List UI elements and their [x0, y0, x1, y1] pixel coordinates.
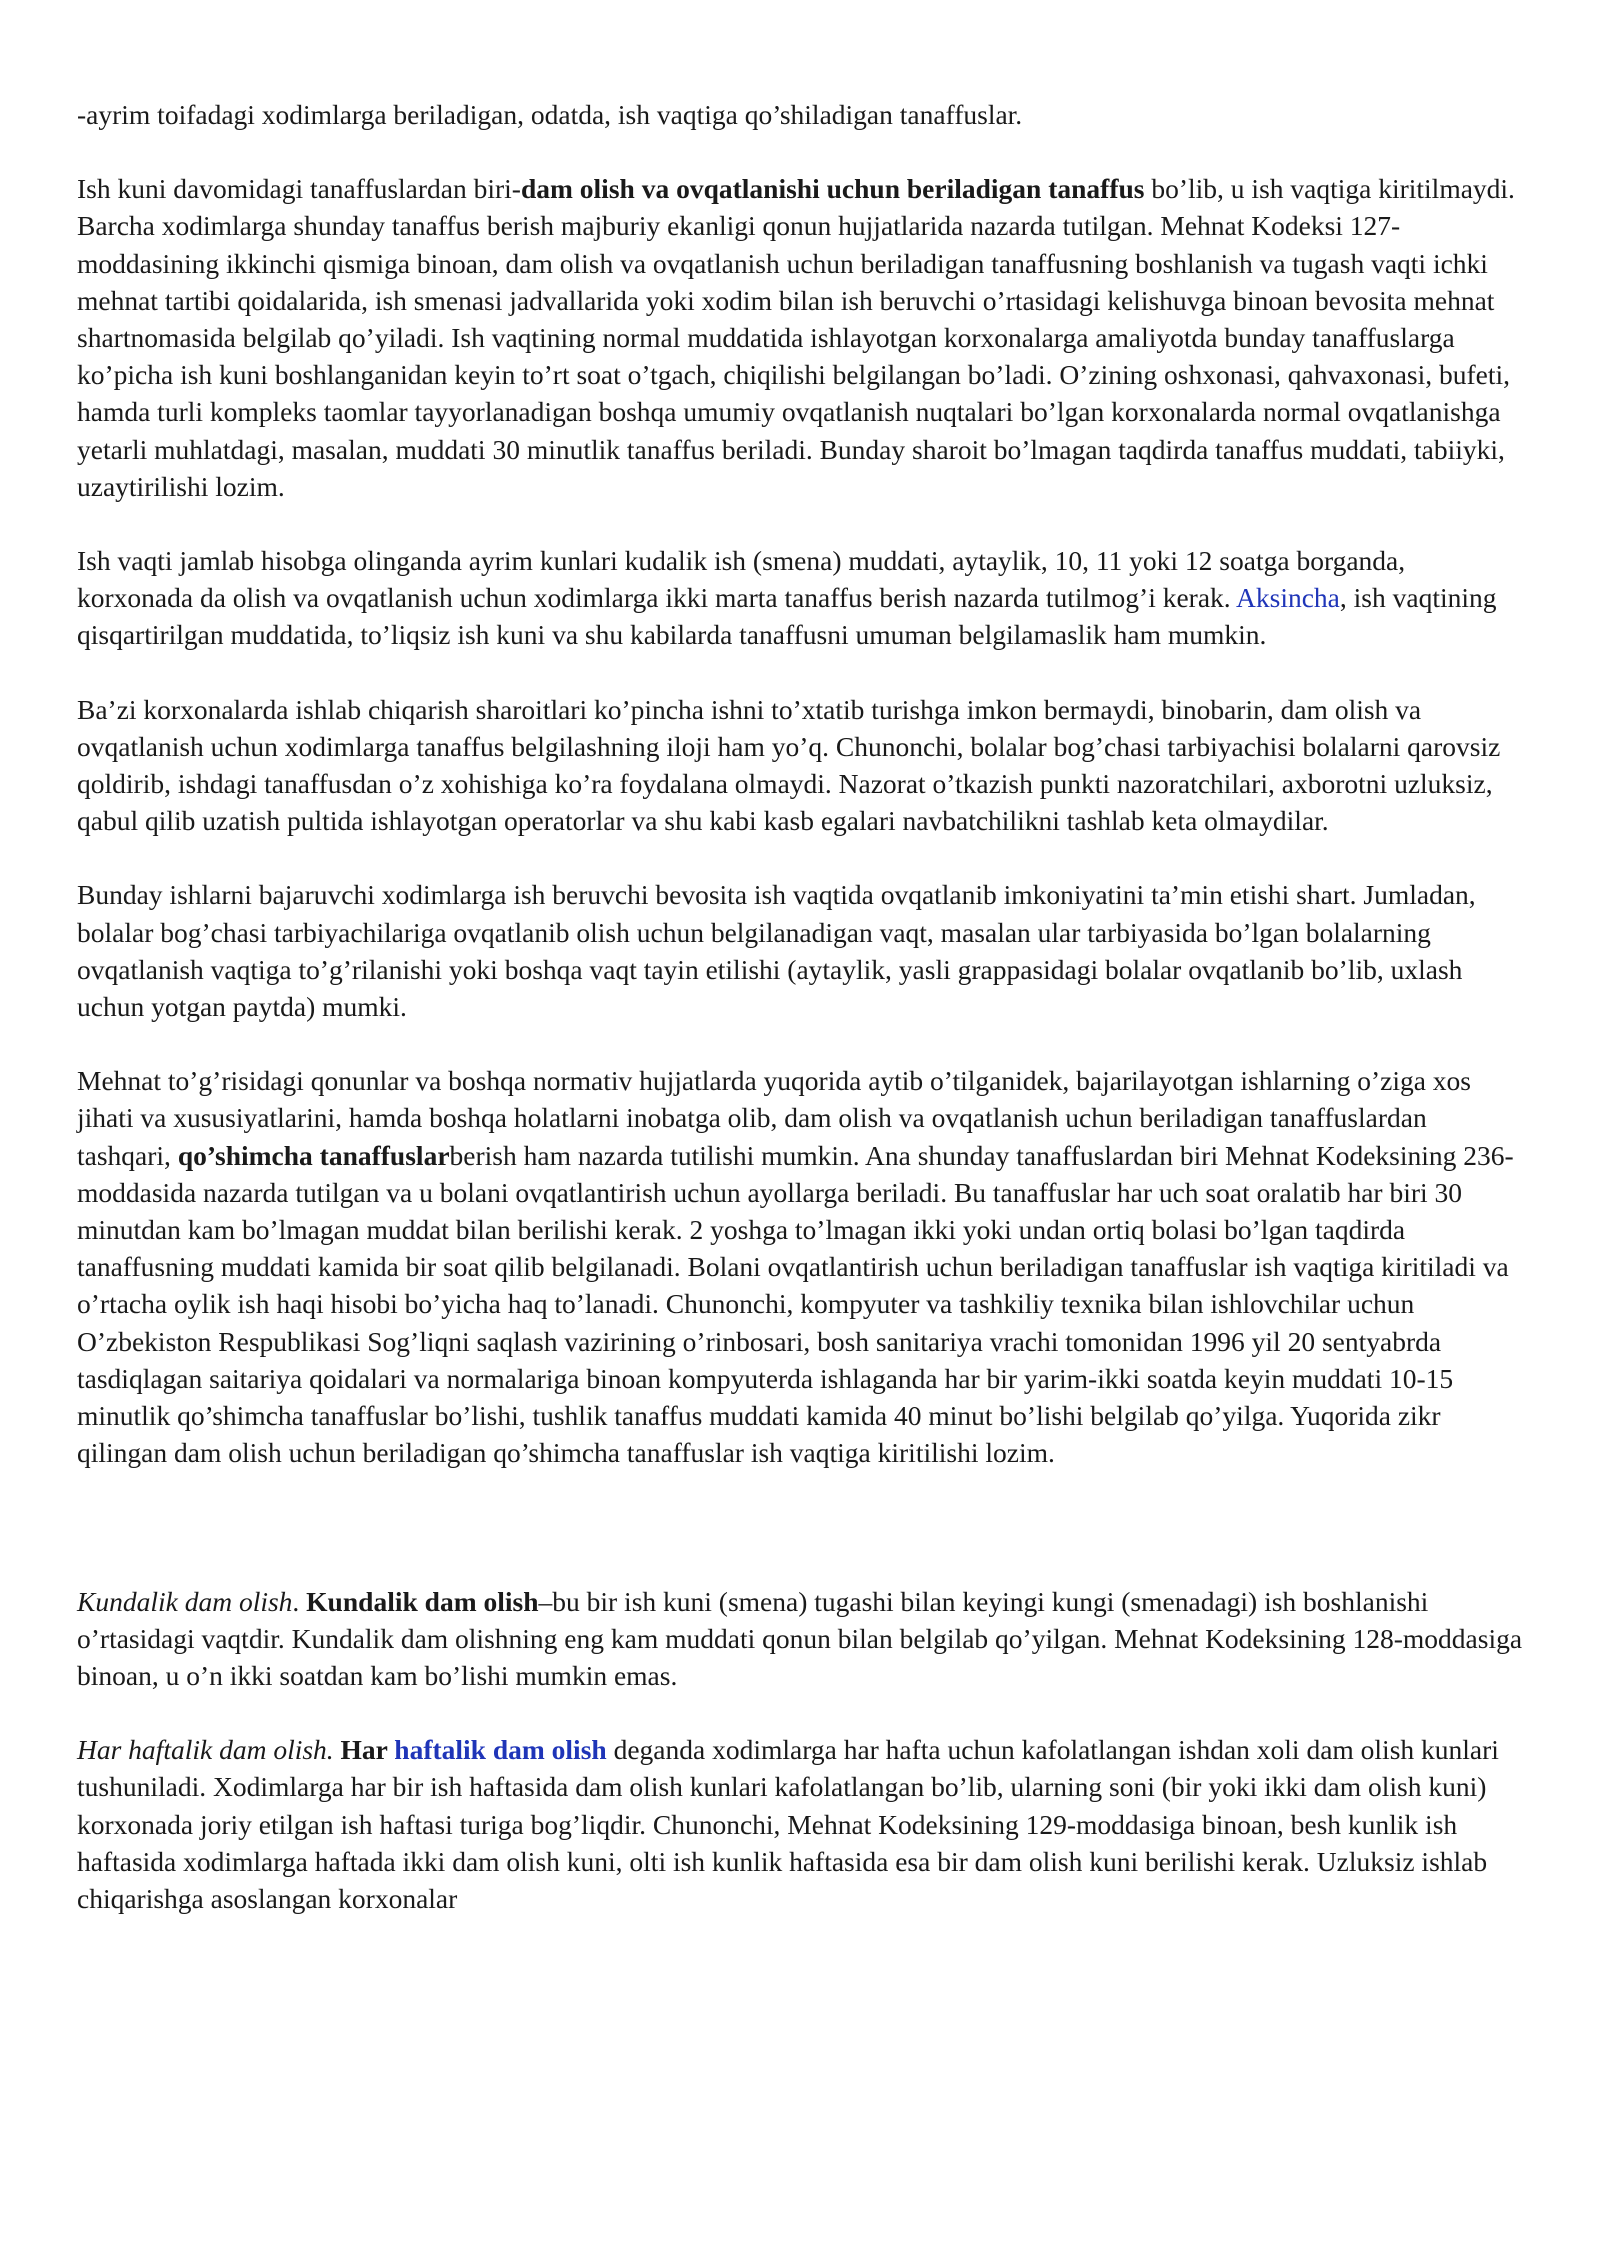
- term-bold: Har: [333, 1734, 395, 1766]
- term-bold: dam olish va ovqatlanishi uchun beriladigan tanaffus: [520, 173, 1145, 205]
- document-page: [77, 96, 1527, 1954]
- term-bold: Kundalik dam olish: [306, 1585, 539, 1617]
- haftalik-dam-olish-link[interactable]: haftalik dam olish: [394, 1734, 607, 1766]
- term-bold: qo’shimcha tanaffuslar: [177, 1139, 450, 1171]
- section-heading-italic: Kundalik dam olish: [77, 1585, 293, 1617]
- paragraph-6: Mehnat to’g’risidagi qonunlar va boshqa normativ hujjatlarda yuqorida aytib o’tilganidek, bajarilayotgan ishlarning o’ziga xos jihati va xususiyatlarini, hamda boshqa holatlarni inobatga olib, dam olish va ovqatlanish uchun beriladigan tanaffuslardan tashqari, qo’shimcha tanaffuslarberish ham nazarda tutilishi mumkin. Ana shunday tanaffuslardan biri Mehnat Kodeksining 236-moddasida nazarda tutilgan va u bolani ovqatlantirish uchun ayollarga beriladi. Bu tanaffuslar har uch soat oralatib har biri 30 minutdan kam bo’lmagan muddat bilan berilishi kerak. 2 yoshga to’lmagan ikki yoki undan ortiq bolasi bo’lgan taqdirda tanaffusning muddati kamida bir soat qilib belgilanadi. Bolani ovqatlantirish uchun beriladigan tanaffuslar ish vaqtiga kiritiladi va o’rtacha oylik ish haqi hisobi bo’yicha haq to’lanadi. Chunonchi, kompyuter va tashkiliy texnika bilan ishlovchilar uchun O’zbekiston Respublikasi Sog’liqni saqlash vazirining o’rinbosari, bosh sanitariya vrachi tomonidan 1996 yil 20 sentyabrda tasdiqlagan saitariya qoidalari va normalariga binoan kompyuterda ishlaganda har bir yarim-ikki soatda keyin muddati 10-15 minutlik qo’shimcha tanaffuslar bo’lishi, tushlik tanaffus muddati kamida 40 minut bo’lishi belgilab qo’yilga. Yuqorida zikr qilingan dam olish uchun beriladigan qo’shimcha tanaffuslar ish vaqtiga kiritilishi lozim.: [77, 1065, 1514, 1469]
- section-heading-italic: Har haftalik dam olish.: [77, 1734, 334, 1766]
- paragraph-5: Bunday ishlarni bajaruvchi xodimlarga ish beruvchi bevosita ish vaqtida ovqatlanib imkoniyatini ta’min etishi shart. Jumladan, bolalar bog’chasi tarbiyachilariga ovqatlanib olish uchun belgilanadigan vaqt, masalan ular tarbiyasida bo’lgan bolalarning ovqatlanish vaqtiga to’g’rilanishi yoki boshqa vaqt tayin etilishi (aytaylik, yasli grappasidagi bolalar ovqatlanib bo’lib, uxlash uchun yotgan paytda) mumki.: [77, 879, 1476, 1023]
- paragraph-7: Kundalik dam olish. Kundalik dam olish–bu bir ish kuni (smena) tugashi bilan keyingi kungi (smenadagi) ish boshlanishi o’rtasidagi vaqtdir. Kundalik dam olishning eng kam muddati qonun bilan belgilab qo’yilgan. Mehnat Kodeksining 128-moddasiga binoan, u o’n ikki soatdan kam bo’lishi mumkin emas.: [77, 1585, 1523, 1691]
- paragraph-4: Ba’zi korxonalarda ishlab chiqarish sharoitlari ko’pincha ishni to’xtatib turishga imkon bermaydi, binobarin, dam olish va ovqatlanish uchun xodimlarga tanaffus belgilashning iloji ham yo’q. Chunonchi, bolalar bog’chasi tarbiyachisi bolalarni qarovsiz qoldirib, ishdagi tanaffusdan o’z xohishiga ko’ra foydalana olmaydi. Nazorat o’tkazish punkti nazoratchilari, axborotni uzluksiz, qabul qilib uzatish pultida ishlayotgan operatorlar va shu kabi kasb egalari navbatchilikni tashlab keta olmaydilar.: [77, 693, 1501, 837]
- paragraph-8: Har haftalik dam olish. Har haftalik dam olish deganda xodimlarga har hafta uchun kafolatlangan ishdan xoli dam olish kunlari tushuniladi. Xodimlarga har bir ish haftasida dam olish kunlari kafolatlangan bo’lib, ularning soni (bir yoki ikki dam olish kuni) korxonada joriy etilgan ish haftasi turiga bog’liqdir. Chunonchi, Mehnat Kodeksining 129-moddasiga binoan, besh kunlik ish haftasida xodimlarga haftada ikki dam olish kuni, olti ish kunlik haftasida esa bir dam olish kuni berilishi kerak. Uzluksiz ishlab chiqarishga asoslangan korxonalar: [77, 1734, 1499, 1914]
- paragraph-2: Ish kuni davomidagi tanaffuslardan biri-dam olish va ovqatlanishi uchun beriladigan tanaffus bo’lib, u ish vaqtiga kiritilmaydi. Barcha xodimlarga shunday tanaffus berish majburiy ekanligi qonun hujjatlarida nazarda tutilgan. Mehnat Kodeksi 127-moddasining ikkinchi qismiga binoan, dam olish va ovqatlanish uchun beriladigan tanaffusning boshlanish va tugash vaqti ichki mehnat tartibi qoidalarida, ish smenasi jadvallarida yoki xodim bilan ish beruvchi o’rtasidagi kelishuvga binoan bevosita mehnat shartnomasida belgilab qo’yiladi. Ish vaqtining normal muddatida ishlayotgan korxonalarga amaliyotda bunday tanaffuslarga ko’picha ish kuni boshlanganidan keyin to’rt soat o’tgach, chiqilishi belgilangan bo’ladi. O’zining oshxonasi, qahvaxonasi, bufeti, hamda turli kompleks taomlar tayyorlanadigan boshqa umumiy ovqatlanish nuqtalari bo’lgan korxonalarda normal ovqatlanishga yetarli muhlatdagi, masalan, muddati 30 minutlik tanaffus beriladi. Bunday sharoit bo’lmagan taqdirda tanaffus muddati, tabiiyki, uzaytirilishi lozim.: [77, 173, 1515, 502]
- paragraph-3: Ish vaqti jamlab hisobga olinganda ayrim kunlari kudalik ish (smena) muddati, aytaylik, 10, 11 yoki 12 soatga borganda, korxonada da olish va ovqatlanish uchun xodimlarga ikki marta tanaffus berish nazarda tutilmog’i kerak. Aksincha, ish vaqtining qisqartirilgan muddatida, to’liqsiz ish kuni va shu kabilarda tanaffusni umuman belgilamaslik ham mumkin.: [77, 545, 1497, 651]
- paragraph-1: -ayrim toifadagi xodimlarga beriladigan, odatda, ish vaqtiga qo’shiladigan tanaffuslar.: [77, 99, 1023, 130]
- aksincha-link[interactable]: Aksincha: [1236, 582, 1340, 614]
